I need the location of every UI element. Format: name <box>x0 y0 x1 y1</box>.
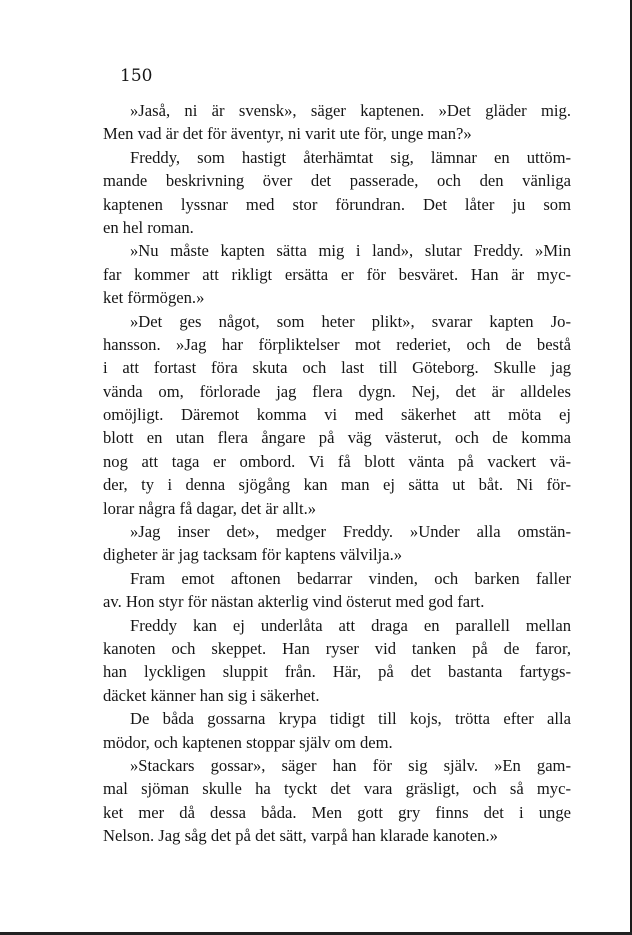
text-line: »Det ges något, som heter plikt», svarar kapten Jo- <box>130 311 571 331</box>
text-line: De båda gossarna krypa tidigt till kojs, trötta efter alla <box>130 709 571 729</box>
text-line: »Jaså, ni är svensk», säger kaptenen. »Det gläder mig. <box>130 101 571 120</box>
text-line: en hel roman. <box>103 217 194 237</box>
text-line: han lyckligen sluppit från. Här, på det bastanta fartygs- <box>103 662 571 682</box>
text-line: »Nu måste kapten sätta mig i land», slutar Freddy. »Min <box>130 241 571 261</box>
page-number: 150 <box>120 66 153 86</box>
text-line: vända om, förlorade jag flera dygn. Nej, det är alldeles <box>103 381 571 401</box>
text-line: mödor, och kaptenen stoppar själv om dem. <box>103 732 393 752</box>
text-line: kaptenen lyssnar med stor förundran. Det låter ju som <box>103 194 571 214</box>
text-line: far kommer att rikligt ersätta er för besväret. Han är myc- <box>103 264 571 284</box>
text-line: ket förmögen.» <box>103 288 205 308</box>
text-line: i att fortast föra skuta och last till Göteborg. Skulle jag <box>103 358 571 378</box>
text-line: lorar några få dagar, det är allt.» <box>103 498 317 518</box>
text-line: der, ty i denna sjögång kan man ej sätta ut båt. Ni för- <box>103 475 571 495</box>
text-line: »Stackars gossar», säger han för sig själv. »En gam- <box>130 755 571 775</box>
text-line: digheter är jag tacksam för kaptens välvilja.» <box>103 545 403 565</box>
text-line: Freddy kan ej underlåta att draga en parallell mellan <box>130 615 571 635</box>
text-line: av. Hon styr för nästan akterlig vind österut med god fart. <box>103 592 485 612</box>
text-line: »Jag inser det», medger Freddy. »Under alla omstän- <box>130 522 571 542</box>
text-line: hansson. »Jag har förpliktelser mot rederiet, och de bestå <box>103 334 571 354</box>
text-line: Freddy, som hastigt återhämtat sig, lämnar en uttöm- <box>130 147 571 167</box>
text-line: däcket känner han sig i säkerhet. <box>103 685 320 705</box>
text-line: kanoten och skeppet. Han ryser vid tanken på de faror, <box>103 638 571 658</box>
text-line: mande beskrivning över det passerade, och den vänliga <box>103 171 571 191</box>
body-text <box>103 99 571 848</box>
text-line: Men vad är det för äventyr, ni varit ute för, unge man?» <box>103 124 472 144</box>
text-line: nog att taga er ombord. Vi få blott vänta på vackert vä- <box>103 451 571 471</box>
text-line: Nelson. Jag såg det på det sätt, varpå han klarade kanoten.» <box>103 826 498 846</box>
text-line: Fram emot aftonen bedarrar vinden, och barken faller <box>130 568 571 588</box>
text-line: blott en utan flera ångare på väg västerut, och de komma <box>103 428 571 448</box>
text-line: omöjligt. Däremot komma vi med säkerhet att möta ej <box>103 405 571 425</box>
text-line: ket mer då dessa båda. Men gott gry finns det i unge <box>103 802 571 822</box>
text-line: mal sjöman skulle ha tyckt det vara gräsligt, och så myc- <box>103 779 571 799</box>
